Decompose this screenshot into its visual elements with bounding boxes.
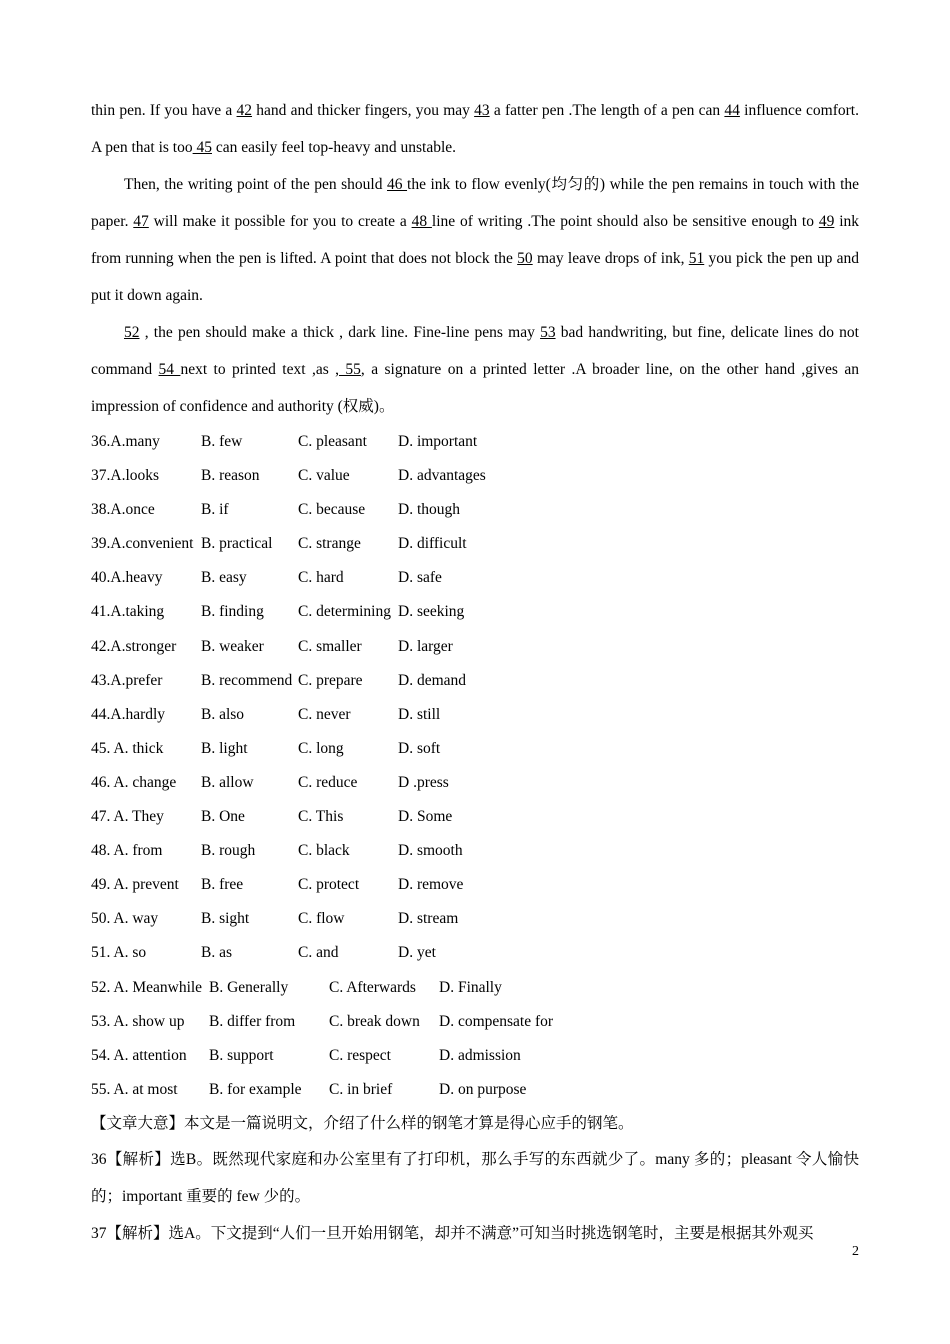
passage-text: can easily feel top-heavy and unstable.	[211, 139, 457, 156]
question-option-c: C. protect	[298, 876, 360, 894]
question-option-d: D. still	[398, 705, 441, 723]
question-row	[91, 664, 859, 698]
question-option-c: C. break down	[329, 1012, 420, 1030]
question-row	[91, 902, 859, 936]
question-row	[91, 493, 859, 527]
question-option-b: B. differ from	[209, 1012, 296, 1030]
passage-text: a fatter pen .The length of a pen can	[489, 102, 725, 119]
question-row	[91, 868, 859, 902]
question-row	[91, 698, 859, 732]
question-option-c: C. long	[298, 739, 344, 757]
question-row	[91, 527, 859, 561]
blank-48: 48	[411, 213, 432, 230]
question-option-a: 38.A.once	[91, 501, 155, 519]
question-option-b: B. as	[201, 944, 232, 962]
passage-text: will make it possible for you to create a	[148, 213, 412, 230]
question-option-a: 42.A.stronger	[91, 637, 177, 655]
question-row	[91, 630, 859, 664]
passage-text: thin pen. If you have a	[91, 102, 237, 119]
passage-text: may leave drops of ink,	[532, 250, 689, 267]
question-option-d: D. seeking	[398, 603, 465, 621]
question-option-d: D. smooth	[398, 842, 463, 860]
question-option-c: C. respect	[329, 1046, 391, 1064]
blank-47: 47	[133, 213, 149, 230]
question-option-c: C. determining	[298, 603, 391, 621]
blank-53: 53	[540, 324, 556, 341]
passage-paragraph-3	[91, 314, 859, 425]
question-option-c: C. This	[298, 808, 344, 826]
question-option-d: D. important	[398, 433, 478, 450]
question-option-a: 55. A. at most	[91, 1080, 178, 1098]
question-option-c: C. prepare	[298, 671, 363, 689]
question-option-b: B. sight	[201, 910, 250, 928]
blank-45: 45	[192, 139, 212, 156]
blank-52: 52	[124, 324, 140, 341]
question-row	[91, 766, 859, 800]
question-option-d: D. on purpose	[439, 1080, 527, 1098]
question-option-a: 41.A.taking	[91, 603, 165, 621]
question-option-c: C. black	[298, 842, 350, 860]
question-option-b: B. light	[201, 739, 248, 757]
analysis-37: 37【解析】选A。下文提到“人们一旦开始用钢笔，却并不满意”可知当时挑选钢笔时，主要是根据其外观买	[91, 1224, 814, 1242]
question-row	[91, 425, 859, 459]
question-option-b: B. support	[209, 1046, 274, 1064]
question-option-a: 40.A.heavy	[91, 569, 163, 587]
question-option-d: D .press	[398, 773, 449, 791]
question-option-a: 39.A.convenient	[91, 535, 194, 553]
question-option-d: D. advantages	[398, 467, 486, 485]
question-option-b: B. few	[201, 433, 243, 450]
question-option-b: B. practical	[201, 535, 273, 553]
document-page	[91, 92, 859, 1252]
question-option-c: C. because	[298, 501, 366, 519]
question-option-b: B. if	[201, 501, 229, 519]
question-option-b: B. recommend	[201, 671, 293, 689]
question-option-b: B. weaker	[201, 637, 264, 655]
passage-paragraph-1	[91, 92, 859, 166]
passage-text: bad handwriting, but fine, delicate lines do not command	[91, 324, 859, 378]
question-option-d: D. Some	[398, 808, 453, 826]
question-option-a: 52. A. Meanwhile	[91, 978, 203, 996]
passage-text: the ink to flow evenly(均匀的) while the pen remains in touch with the paper.	[91, 176, 859, 230]
passage-text: influence comfort. A pen that is too	[91, 102, 859, 156]
question-option-d: D. admission	[439, 1046, 521, 1064]
question-row	[91, 834, 859, 868]
page-number: 2	[852, 1244, 859, 1259]
passage-text: line of writing .The point should also be sensitive enough to	[431, 213, 819, 230]
question-option-a: 43.A.prefer	[91, 671, 163, 689]
blank-49: 49	[818, 213, 835, 230]
question-option-a: 50. A. way	[91, 910, 159, 928]
question-option-d: D. Finally	[439, 978, 502, 996]
question-options-list	[91, 425, 859, 1107]
question-option-b: B. for example	[209, 1080, 302, 1098]
blank-54: 54	[158, 361, 181, 378]
question-option-d: D. yet	[398, 944, 436, 962]
question-option-d: D. though	[398, 501, 460, 519]
question-option-b: B. One	[201, 808, 245, 826]
question-option-a: 37.A.looks	[91, 467, 160, 485]
passage-text: ink from running when the pen is lifted. A point that does not block the	[91, 213, 859, 267]
blank-46: 46	[387, 176, 408, 193]
question-option-b: B. easy	[201, 569, 247, 587]
blank-50: 50	[517, 250, 533, 267]
question-option-a: 51. A. so	[91, 944, 147, 962]
question-option-d: D. compensate for	[439, 1012, 554, 1030]
question-row	[91, 1005, 859, 1039]
question-option-d: D. larger	[398, 637, 453, 655]
question-option-b: B. rough	[201, 842, 256, 860]
passage-text: hand and thicker fingers, you may	[252, 102, 475, 119]
question-option-c: C. value	[298, 467, 350, 485]
question-option-b: B. Generally	[209, 978, 289, 996]
question-row	[91, 936, 859, 970]
question-row	[91, 561, 859, 595]
question-row	[91, 1039, 859, 1073]
question-option-a: 53. A. show up	[91, 1012, 185, 1030]
question-row	[91, 800, 859, 834]
blank-51: 51	[688, 250, 705, 267]
question-option-b: B. also	[201, 705, 245, 723]
question-option-b: B. finding	[201, 603, 264, 621]
question-option-d: D. stream	[398, 910, 459, 928]
question-row	[91, 595, 859, 629]
question-option-d: D. difficult	[398, 535, 467, 553]
analysis-36: 36【解析】选B。既然现代家庭和办公室里有了打印机，那么手写的东西就少了。many 多的；pleasant 令人愉快的；important 重要的 few 少的。	[91, 1150, 859, 1205]
question-option-d: D. demand	[398, 671, 467, 689]
question-option-c: C. hard	[298, 569, 344, 587]
question-option-c: C. flow	[298, 910, 345, 928]
question-option-b: B. free	[201, 876, 244, 894]
passage-text: , the pen should make a thick , dark line. Fine-line pens may	[139, 324, 541, 341]
blank-43: 43	[474, 102, 490, 119]
question-option-c: C. and	[298, 944, 339, 962]
question-option-c: C. never	[298, 705, 351, 723]
question-option-a: 47. A. They	[91, 808, 164, 826]
question-row	[91, 1073, 859, 1107]
question-row	[91, 459, 859, 493]
passage-paragraph-2	[91, 166, 859, 314]
passage-text: you pick the pen up and put it down again.	[91, 250, 860, 304]
question-option-d: D. remove	[398, 876, 464, 894]
question-option-d: D. soft	[398, 739, 441, 757]
question-option-b: B. allow	[201, 773, 254, 791]
question-option-c: C. reduce	[298, 773, 358, 791]
question-option-c: C. Afterwards	[329, 978, 416, 996]
question-option-c: C. pleasant	[298, 433, 367, 450]
question-option-a: 49. A. prevent	[91, 876, 179, 894]
question-option-d: D. safe	[398, 569, 442, 587]
question-option-a: 44.A.hardly	[91, 705, 166, 723]
question-row	[91, 971, 859, 1005]
question-option-a: 45. A. thick	[91, 739, 164, 757]
question-option-c: C. in brief	[329, 1080, 393, 1098]
passage-text: , a signature on a printed letter .A broader line, on the other hand ,gives an impression of confidence and authority (权威)。	[91, 361, 859, 415]
question-option-c: C. smaller	[298, 637, 362, 655]
question-option-b: B. reason	[201, 467, 260, 485]
blank-44: 44	[724, 102, 740, 119]
question-option-a: 48. A. from	[91, 842, 163, 860]
question-row	[91, 732, 859, 766]
article-summary: 【文章大意】本文是一篇说明文，介绍了什么样的钢笔才算是得心应手的钢笔。	[91, 1114, 634, 1132]
question-option-a: 54. A. attention	[91, 1046, 187, 1064]
blank-42: 42	[236, 102, 253, 119]
blank-55: 55	[339, 361, 361, 378]
question-option-a: 36.A.many	[91, 433, 160, 450]
passage-text: Then, the writing point of the pen should	[124, 176, 388, 193]
passage-text: next to printed text ,as ,	[180, 361, 340, 378]
question-option-a: 46. A. change	[91, 773, 177, 791]
question-option-c: C. strange	[298, 535, 361, 553]
